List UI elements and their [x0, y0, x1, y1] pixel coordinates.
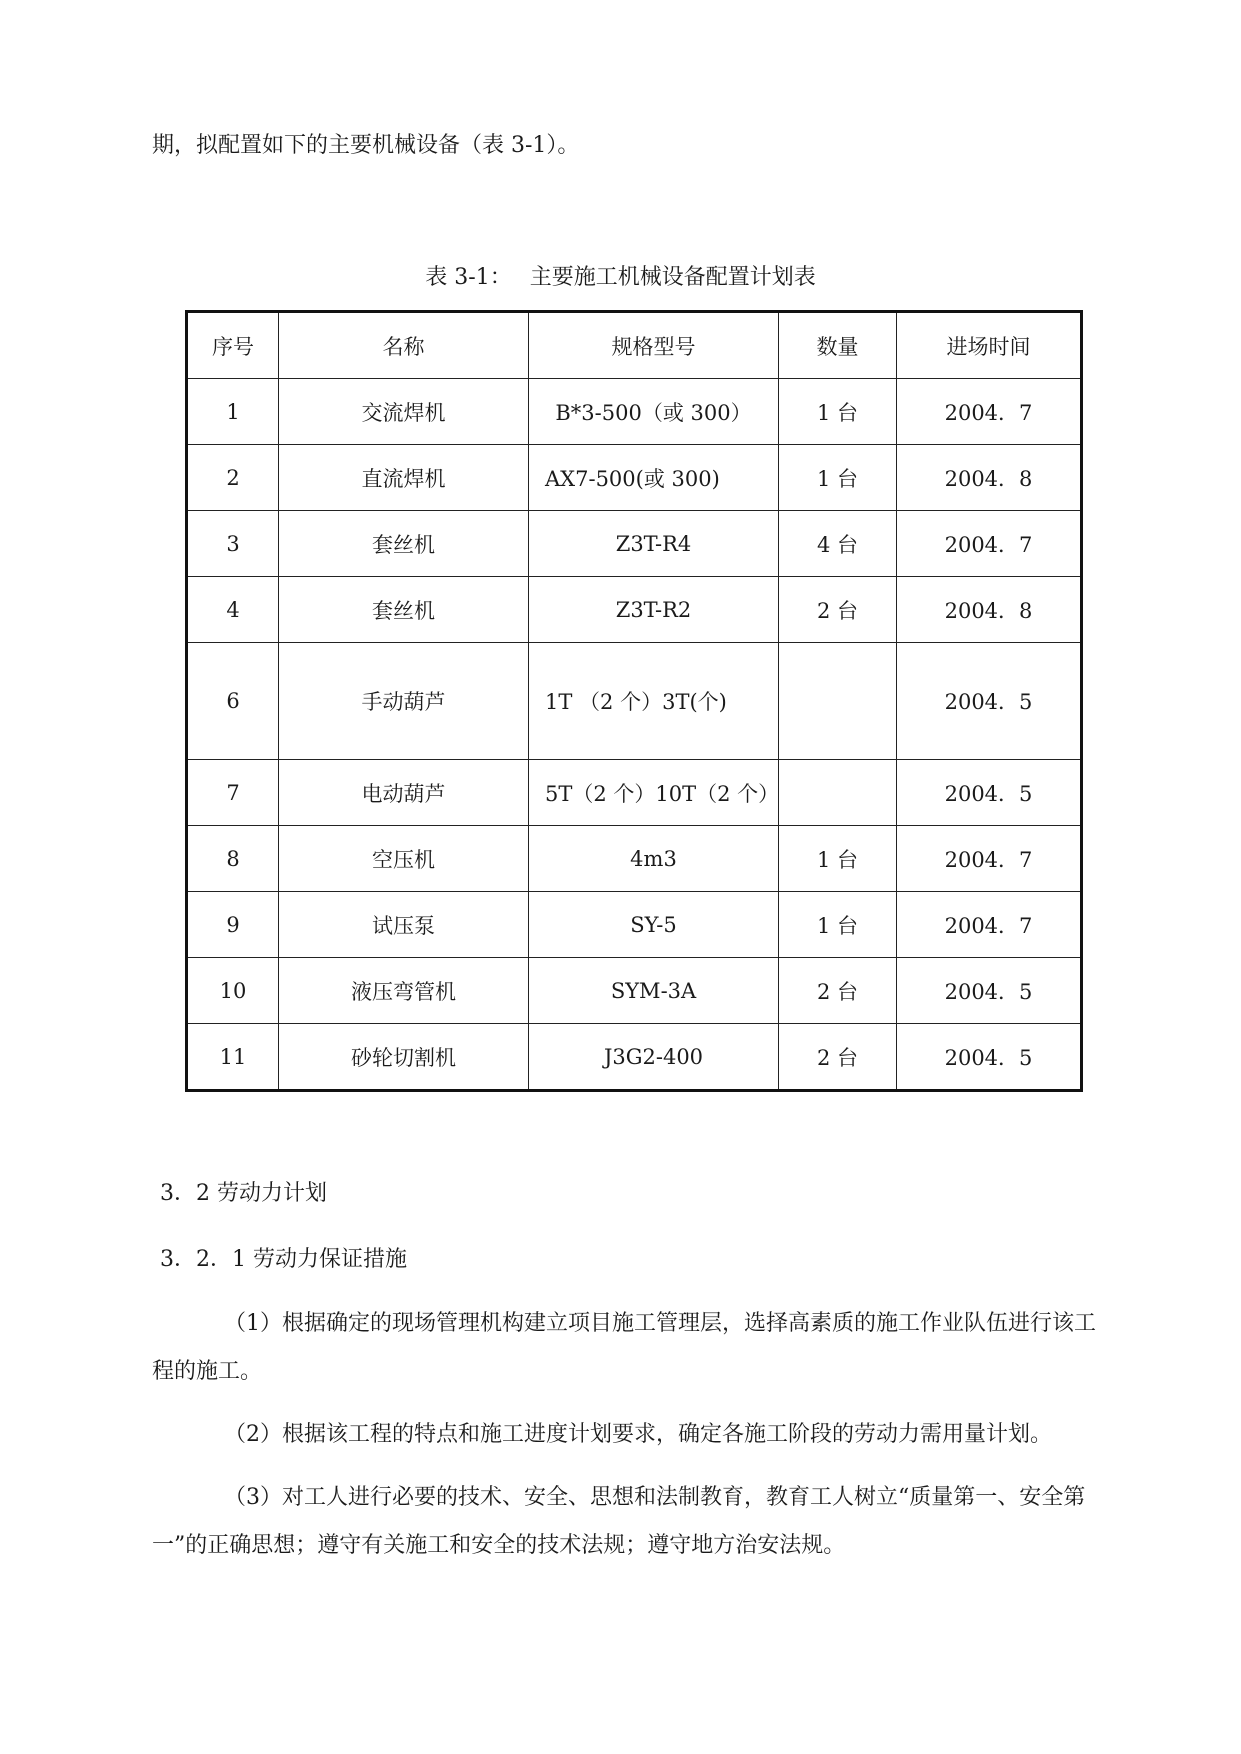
- cell-no: 1: [187, 379, 279, 445]
- cell-date: 2004．5: [897, 760, 1082, 826]
- paragraph-3: （3）对工人进行必要的技术、安全、思想和法制教育，教育工人树立“质量第一、安全第一”的正确思想；遵守有关施工和安全的技术法规；遵守地方治安法规。: [152, 1485, 1086, 1558]
- cell-spec: Z3T-R4: [529, 511, 779, 577]
- table-row: [187, 826, 1082, 892]
- cell-spec: SYM-3A: [529, 958, 779, 1024]
- cell-qty: 4 台: [779, 511, 897, 577]
- cell-no: 2: [187, 445, 279, 511]
- intro-text: 期，拟配置如下的主要机械设备（表 3-1）。: [152, 133, 580, 158]
- header-qty: 数量: [779, 312, 897, 379]
- header-name: 名称: [279, 312, 529, 379]
- cell-name: 手动葫芦: [279, 643, 529, 760]
- cell-no: 10: [187, 958, 279, 1024]
- cell-qty: 1 台: [779, 892, 897, 958]
- cell-date: 2004．8: [897, 445, 1082, 511]
- cell-no: 7: [187, 760, 279, 826]
- cell-spec: J3G2-400: [529, 1024, 779, 1091]
- cell-name: 空压机: [279, 826, 529, 892]
- cell-date: 2004．7: [897, 826, 1082, 892]
- cell-name: 套丝机: [279, 577, 529, 643]
- cell-date: 2004．5: [897, 643, 1082, 760]
- cell-qty: [779, 643, 897, 760]
- cell-qty: 1 台: [779, 445, 897, 511]
- cell-date: 2004．7: [897, 379, 1082, 445]
- header-no: 序号: [187, 312, 279, 379]
- cell-date: 2004．7: [897, 892, 1082, 958]
- table-row: [187, 379, 1082, 445]
- table-row: [187, 511, 1082, 577]
- cell-name: 砂轮切割机: [279, 1024, 529, 1091]
- section-heading-3-2-1: 3．2．1 劳动力保证措施: [160, 1247, 407, 1272]
- cell-qty: 1 台: [779, 379, 897, 445]
- cell-name: 交流焊机: [279, 379, 529, 445]
- cell-spec: 5T（2 个）10T（2 个）: [529, 760, 779, 826]
- cell-name: 直流焊机: [279, 445, 529, 511]
- paragraph-2: （2）根据该工程的特点和施工进度计划要求，确定各施工阶段的劳动力需用量计划。: [224, 1422, 1052, 1447]
- cell-no: 8: [187, 826, 279, 892]
- cell-no: 4: [187, 577, 279, 643]
- cell-spec: AX7-500(或 300): [529, 445, 779, 511]
- cell-no: 11: [187, 1024, 279, 1091]
- cell-name: 试压泵: [279, 892, 529, 958]
- table-caption: [0, 262, 1241, 294]
- table-caption-title: 主要施工机械设备配置计划表: [529, 265, 816, 290]
- header-spec: 规格型号: [529, 312, 779, 379]
- header-date: 进场时间: [897, 312, 1082, 379]
- table-row: [187, 445, 1082, 511]
- cell-no: 9: [187, 892, 279, 958]
- cell-date: 2004．5: [897, 958, 1082, 1024]
- cell-date: 2004．7: [897, 511, 1082, 577]
- cell-qty: 2 台: [779, 1024, 897, 1091]
- cell-qty: 2 台: [779, 958, 897, 1024]
- cell-name: 套丝机: [279, 511, 529, 577]
- cell-spec: 4m3: [529, 826, 779, 892]
- table-row: [187, 577, 1082, 643]
- table-row: [187, 1024, 1082, 1091]
- cell-name: 电动葫芦: [279, 760, 529, 826]
- table-header-row: [187, 312, 1082, 379]
- cell-spec: 1T （2 个）3T(个): [529, 643, 779, 760]
- table-row: [187, 760, 1082, 826]
- table-row: [187, 892, 1082, 958]
- cell-date: 2004．5: [897, 1024, 1082, 1091]
- cell-date: 2004．8: [897, 577, 1082, 643]
- cell-no: 3: [187, 511, 279, 577]
- equipment-table: [185, 310, 1083, 1092]
- table-caption-label: 表 3-1：: [425, 265, 512, 290]
- cell-qty: 1 台: [779, 826, 897, 892]
- cell-spec: B*3-500（或 300）: [529, 379, 779, 445]
- cell-spec: Z3T-R2: [529, 577, 779, 643]
- cell-spec: SY-5: [529, 892, 779, 958]
- cell-qty: [779, 760, 897, 826]
- cell-name: 液压弯管机: [279, 958, 529, 1024]
- paragraph-1: （1）根据确定的现场管理机构建立项目施工管理层，选择高素质的施工作业队伍进行该工程的施工。: [152, 1311, 1097, 1384]
- cell-no: 6: [187, 643, 279, 760]
- table-row: [187, 958, 1082, 1024]
- table-row: [187, 643, 1082, 760]
- cell-qty: 2 台: [779, 577, 897, 643]
- section-heading-3-2: 3．2 劳动力计划: [160, 1181, 327, 1206]
